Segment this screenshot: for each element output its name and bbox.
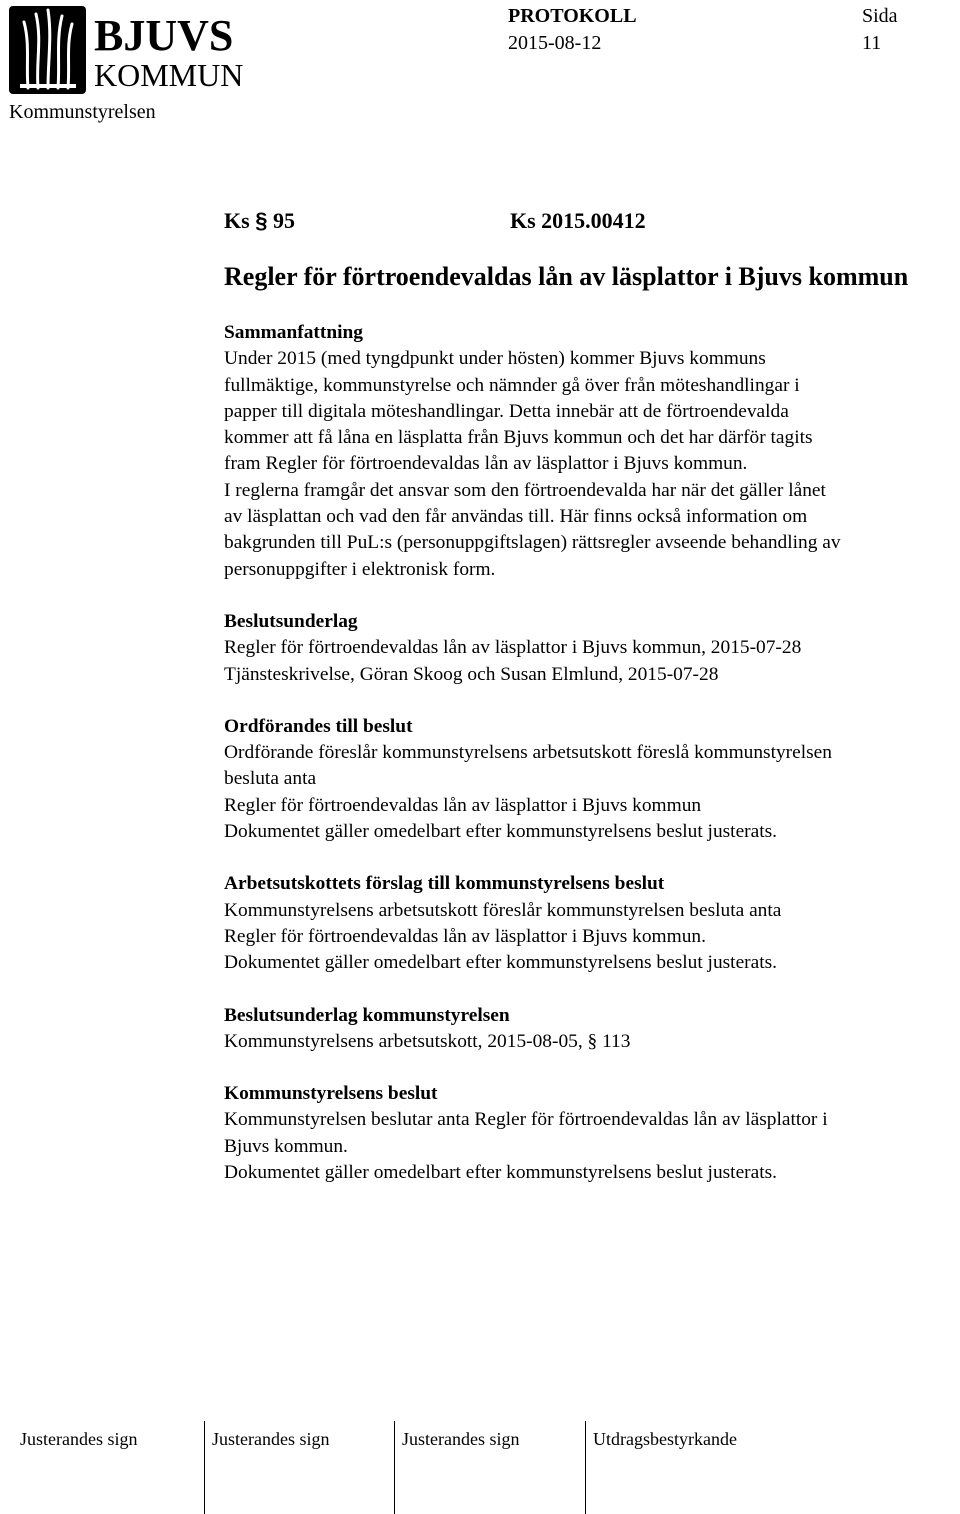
signature-divider <box>394 1421 395 1514</box>
section-text-line: Regler för förtroendevaldas lån av läsplattor i Bjuvs kommun <box>224 794 702 816</box>
page-number: 11 <box>862 32 882 54</box>
section-text-line: fram Regler för förtroendevaldas lån av läsplattor i Bjuvs kommun. <box>224 453 748 475</box>
section-heading: Sammanfattning <box>224 322 363 343</box>
section-heading: Beslutsunderlag <box>224 610 358 632</box>
section-text-line: Regler för förtroendevaldas lån av läsplattor i Bjuvs kommun. <box>224 925 706 947</box>
section-text-line: Tjänsteskrivelse, Göran Skoog och Susan Elmlund, 2015-07-28 <box>224 663 719 685</box>
section-text-line: Dokumentet gäller omedelbart efter kommunstyrelsens beslut justerats. <box>224 821 778 843</box>
section-text-line: kommer att få låna en läsplatta från Bjuvs kommun och det har därför tagits <box>224 427 813 449</box>
signature-box-2: Justerandes sign <box>212 1429 330 1449</box>
page-label: Sida <box>862 5 898 27</box>
signature-footer <box>0 1420 960 1514</box>
section-gap <box>224 845 960 871</box>
section-text-line: Under 2015 (med tyngdpunkt under hösten) kommer Bjuvs kommuns <box>224 348 766 370</box>
document-title: Regler för förtroendevaldas lån av läsplattor i Bjuvs kommun <box>224 262 909 291</box>
section-text-line: fullmäktige, kommunstyrelse och nämnder gå över från möteshandlingar i <box>224 374 800 396</box>
signature-divider <box>585 1421 586 1514</box>
section-text-line: I reglerna framgår det ansvar som den förtroendevalda har när det gäller lånet <box>224 479 826 501</box>
signature-divider <box>204 1421 205 1514</box>
section-text-line: bakgrunden till PuL:s (personuppgiftslagen) rättsregler avseende behandling av <box>224 532 841 554</box>
section-heading: Beslutsunderlag kommunstyrelsen <box>224 1004 510 1026</box>
paragraph-symbol: § <box>255 208 268 233</box>
paragraph-value: 95 <box>272 208 295 233</box>
protocol-section <box>224 714 960 845</box>
signature-box-1: Justerandes sign <box>20 1429 138 1449</box>
document-date: 2015-08-12 <box>508 32 602 54</box>
section-text-line: papper till digitala möteshandlingar. Detta innebär att de förtroendevalda <box>224 400 789 422</box>
protocol-section <box>224 1081 960 1186</box>
section-gap <box>224 977 960 1003</box>
section-text-line: besluta anta <box>224 768 317 790</box>
section-text-line: Dokumentet gäller omedelbart efter kommunstyrelsens beslut justerats. <box>224 952 778 974</box>
protocol-section <box>224 1003 960 1056</box>
section-text-line: Kommunstyrelsens arbetsutskott föreslår kommunstyrelsen besluta anta <box>224 899 782 921</box>
signature-box-3: Justerandes sign <box>402 1429 520 1449</box>
paragraph-prefix: Ks <box>224 208 250 233</box>
section-text-line: Bjuvs kommun. <box>224 1135 348 1157</box>
department-name: Kommunstyrelsen <box>9 101 156 123</box>
section-gap <box>224 688 960 714</box>
section-text-line: personuppgifter i elektronisk form. <box>224 558 496 580</box>
section-text-line: Ordförande föreslår kommunstyrelsens arbetsutskott föreslå kommunstyrelsen <box>224 742 832 764</box>
document-type: PROTOKOLL <box>508 5 637 27</box>
logo-wordmark-2: KOMMUN <box>94 57 244 93</box>
case-reference: Ks 2015.00412 <box>510 208 646 233</box>
bjuvs-kommun-logo <box>8 4 248 96</box>
section-gap <box>224 583 960 609</box>
section-text-line: Kommunstyrelsen beslutar anta Regler för förtroendevaldas lån av läsplattor i <box>224 1109 828 1131</box>
protocol-section <box>224 609 960 688</box>
section-heading: Arbetsutskottets förslag till kommunstyrelsens beslut <box>224 873 665 895</box>
section-heading: Kommunstyrelsens beslut <box>224 1083 438 1105</box>
section-heading: Ordförandes till beslut <box>224 715 413 737</box>
protocol-section <box>224 320 960 583</box>
section-gap <box>224 1055 960 1081</box>
certification-box: Utdragsbestyrkande <box>593 1429 737 1449</box>
paragraph-number <box>224 207 295 235</box>
section-text-line: Regler för förtroendevaldas lån av läsplattor i Bjuvs kommun, 2015-07-28 <box>224 637 802 659</box>
section-text-line: Kommunstyrelsens arbetsutskott, 2015-08-05, § 113 <box>224 1030 631 1052</box>
logo-wordmark-1: BJUVS <box>94 11 234 60</box>
protocol-body <box>224 320 960 1186</box>
protocol-section <box>224 871 960 976</box>
section-text-line: Dokumentet gäller omedelbart efter kommunstyrelsens beslut justerats. <box>224 1162 778 1184</box>
section-text-line: av läsplattan och vad den får användas till. Här finns också information om <box>224 506 808 528</box>
